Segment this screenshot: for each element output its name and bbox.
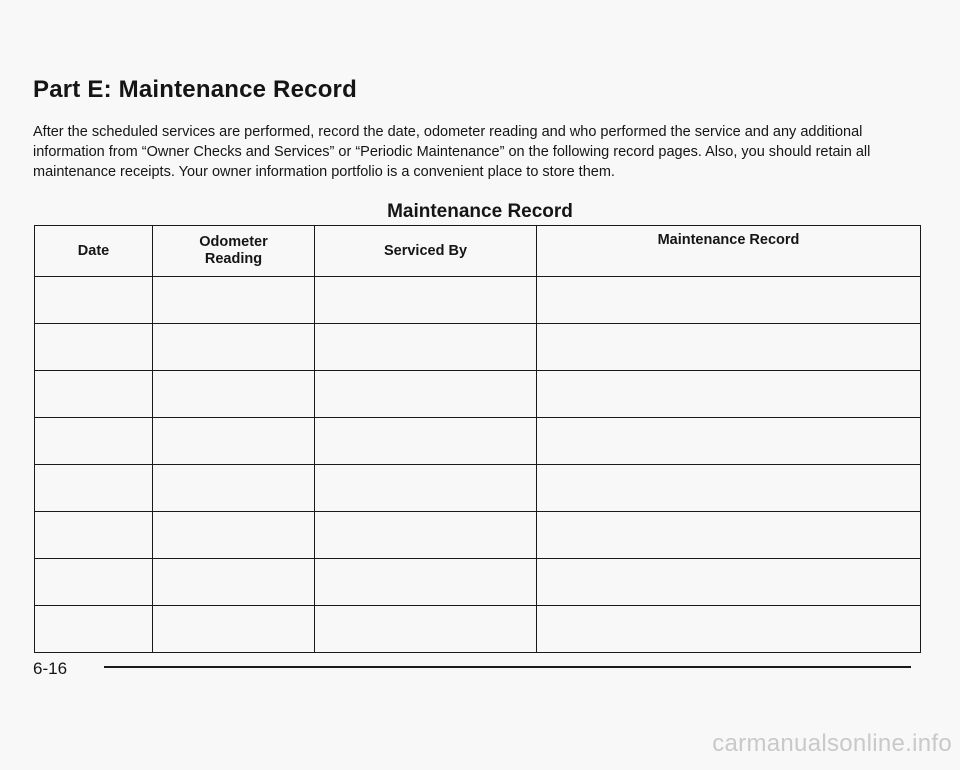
table-body [35, 277, 921, 653]
cell-maintenance-record [537, 465, 921, 512]
cell-maintenance-record [537, 371, 921, 418]
cell-serviced-by [315, 418, 537, 465]
cell-serviced-by [315, 371, 537, 418]
cell-odometer-reading [153, 371, 315, 418]
table-row [35, 512, 921, 559]
cell-serviced-by [315, 559, 537, 606]
cell-odometer-reading [153, 559, 315, 606]
header-maintenance-record [537, 226, 921, 277]
header-date [35, 226, 153, 277]
header-odometer-reading [153, 226, 315, 277]
cell-maintenance-record [537, 324, 921, 371]
cell-serviced-by [315, 606, 537, 653]
table-row [35, 559, 921, 606]
cell-odometer-reading [153, 418, 315, 465]
header-odometer-line1: Odometer [199, 234, 268, 250]
table-row [35, 371, 921, 418]
maintenance-record-table [34, 225, 921, 653]
header-maintenance-record-label: Maintenance Record [657, 232, 800, 248]
cell-date [35, 559, 153, 606]
table-row [35, 606, 921, 653]
header-date-label: Date [77, 242, 110, 259]
header-odometer-line2: Reading [204, 251, 263, 267]
cell-serviced-by [315, 324, 537, 371]
header-serviced-by [315, 226, 537, 277]
cell-date [35, 324, 153, 371]
cell-date [35, 606, 153, 653]
table-header-row [35, 226, 921, 277]
cell-odometer-reading [153, 324, 315, 371]
intro-paragraph: After the scheduled services are performed, record the date, odometer reading and who performed the service and any additional information from “Owner Checks and Services” or “Periodic Maintenance” on the following record pages. Also, you should retain all maintenance receipts. Your owner information portfolio is a convenient place to store them. [33, 124, 871, 180]
cell-date [35, 512, 153, 559]
cell-maintenance-record [537, 559, 921, 606]
page-number: 6-16 [33, 659, 68, 678]
table-title: Maintenance Record [387, 201, 573, 222]
cell-maintenance-record [537, 512, 921, 559]
cell-maintenance-record [537, 606, 921, 653]
cell-serviced-by [315, 465, 537, 512]
cell-date [35, 465, 153, 512]
cell-date [35, 418, 153, 465]
cell-date [35, 371, 153, 418]
header-serviced-by-label: Serviced By [383, 242, 468, 259]
table-row [35, 324, 921, 371]
cell-odometer-reading [153, 512, 315, 559]
cell-serviced-by [315, 512, 537, 559]
cell-odometer-reading [153, 606, 315, 653]
cell-maintenance-record [537, 418, 921, 465]
cell-odometer-reading [153, 277, 315, 324]
cell-maintenance-record [537, 277, 921, 324]
cell-date [35, 277, 153, 324]
cell-serviced-by [315, 277, 537, 324]
table-row [35, 277, 921, 324]
page-title: Part E: Maintenance Record [33, 76, 357, 103]
watermark: carmanualsonline.info [712, 730, 952, 757]
table-row [35, 418, 921, 465]
table-row [35, 465, 921, 512]
cell-odometer-reading [153, 465, 315, 512]
footer-rule [104, 666, 911, 668]
